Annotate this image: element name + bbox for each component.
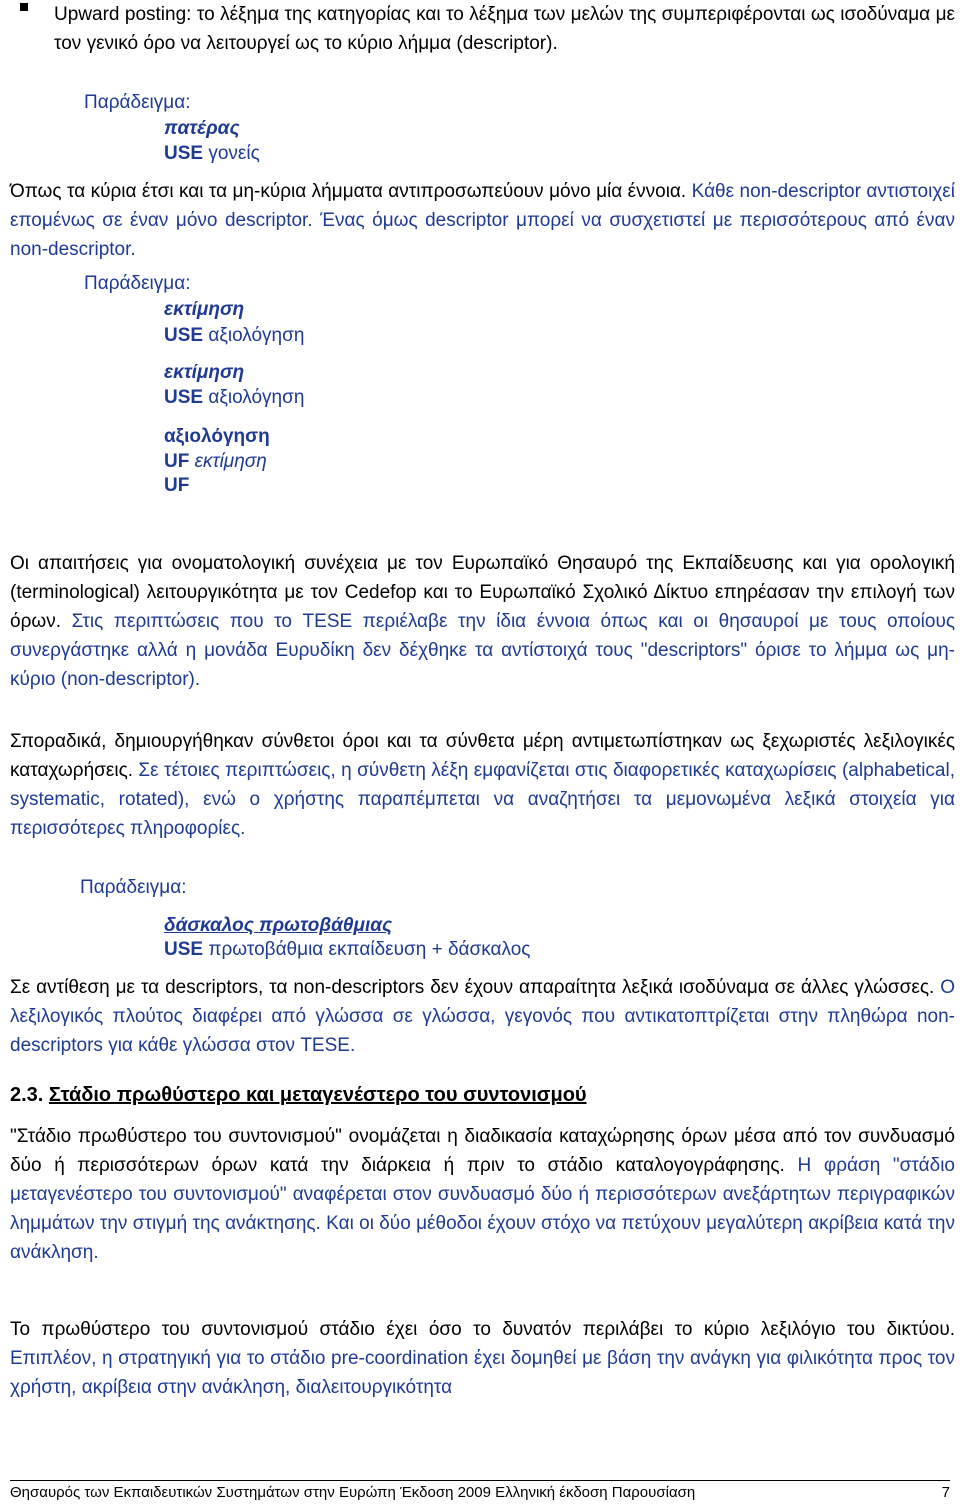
example-uf-line: UF εκτίμηση [164,451,267,472]
footer-rule [10,1480,950,1481]
bullet-text: Upward posting: το λέξημα της κατηγορίας και το λέξημα των μελών της συμπεριφέρονται ως ισοδύναμα με τον γενικό όρο να λειτουργεί ως το κύριο λήμμα (descriptor). [54,4,955,54]
paragraph: Οι απαιτήσεις για ονοματολογική συνέχεια με τον Ευρωπαϊκό Θησαυρό της Εκπαίδευσης και για ορολογική (terminological) λειτουργικότητα με τον Cedefop και το Ευρωπαϊκό Σχολικό Δίκτυο επηρέασαν την επιλογή των όρων. Στις περιπτώσεις που το TESE περιέλαβε την ίδια έννοια όπως και οι θησαυροί με τους οποίους συνεργάστηκε αλλά η μονάδα Ευρυδίκη δεν δέχθηκε τα αντίστοιχά τους "descriptors" όρισε το λήμμα ως μη-κύριο (non-descriptor). [10,553,955,690]
example-uf-line: UF [164,475,190,496]
example-term: εκτίμηση [164,299,245,320]
paragraph: "Στάδιο πρωθύστερο του συντονισμού" ονομάζεται η διαδικασία καταχώρησης όρων μέσα από τον συνδυασμό δύο ή περισσότερων όρων κατά την διάρκεια ή πριν το στάδιο καταλογογράφησης. Η φράση "στάδιο μεταγενέστερο του συντονισμού" αναφέρεται στον συνδυασμό δύο ή περισσότερων ανεξάρτητων περιγραφικών λημμάτων την στιγμή της ανάκτησης. Και οι δύο μέθοδοι έχουν στόχο να πετύχουν μεγαλύτερη ακρίβεια κατά την ανάκληση. [10,1126,955,1263]
section-heading: 2.3. Στάδιο πρωθύστερο και μεταγενέστερο του συντονισμού [10,1084,587,1106]
bullet-paragraph [10,0,955,58]
example-label: Παράδειγμα: [84,273,191,294]
page-footer [10,1483,950,1503]
example-term: εκτίμηση [164,362,245,383]
page-number: 7 [941,1484,950,1501]
example-use-line: USE γονείς [164,143,260,164]
paragraph: Σε αντίθεση με τα descriptors, τα non-descriptors δεν έχουν απαραίτητα λεξικά ισοδύναμα σε άλλες γλώσσες. Ο λεξιλογικός πλούτος διαφέρει από γλώσσα σε γλώσσα, γεγονός που αντικατοπτρίζεται στην πληθώρα non-descriptors για κάθε γλώσσα στον TESE. [10,977,955,1056]
example-term: πατέρας [164,118,240,139]
paragraph: Σποραδικά, δημιουργήθηκαν σύνθετοι όροι και τα σύνθετα μέρη αντιμετωπίστηκαν ως ξεχωριστές λεξιλογικές καταχωρήσεις. Σε τέτοιες περιπτώσεις, η σύνθετη λέξη εμφανίζεται στις διαφορετικές καταχωρίσεις (alphabetical, systematic, rotated), ενώ ο χρήστης παραπέμπεται να αναζητήσει τα μεμονωμένα λεξικά στοιχεία για περισσότερες πληροφορίες. [10,731,955,839]
paragraph: Όπως τα κύρια έτσι και τα μη-κύρια λήμματα αντιπροσωπεύουν μόνο μία έννοια. Κάθε non-descriptor αντιστοιχεί επομένως σε έναν μόνο descriptor. Ένας όμως descriptor μπορεί να συσχετιστεί με περισσότερους από έναν non-descriptor. [10,181,955,260]
example-term: δάσκαλος πρωτοβάθμιας [164,915,393,936]
example-label: Παράδειγμα: [84,92,191,113]
example-label: Παράδειγμα: [80,877,187,898]
footer-text: Θησαυρός των Εκπαιδευτικών Συστημάτων στην Ευρώπη Έκδοση 2009 Ελληνική έκδοση Παρουσίαση [10,1484,696,1501]
example-term: αξιολόγηση [164,426,270,447]
example-use-line: USE αξιολόγηση [164,325,305,346]
example-use-line: USE αξιολόγηση [164,387,305,408]
example-use-line: USE πρωτοβάθμια εκπαίδευση + δάσκαλος [164,939,531,960]
paragraph: Το πρωθύστερο του συντονισμού στάδιο έχει όσο το δυνατόν περιλάβει το κύριο λεξιλόγιο του δικτύου. Επιπλέον, η στρατηγική για το στάδιο pre-coordination έχει δομηθεί με βάση την ανάγκη για φιλικότητα προς τον χρήστη, ακρίβεια στην ανάκληση, διαλειτουργικότητα [10,1319,955,1398]
square-bullet-icon [20,3,28,11]
